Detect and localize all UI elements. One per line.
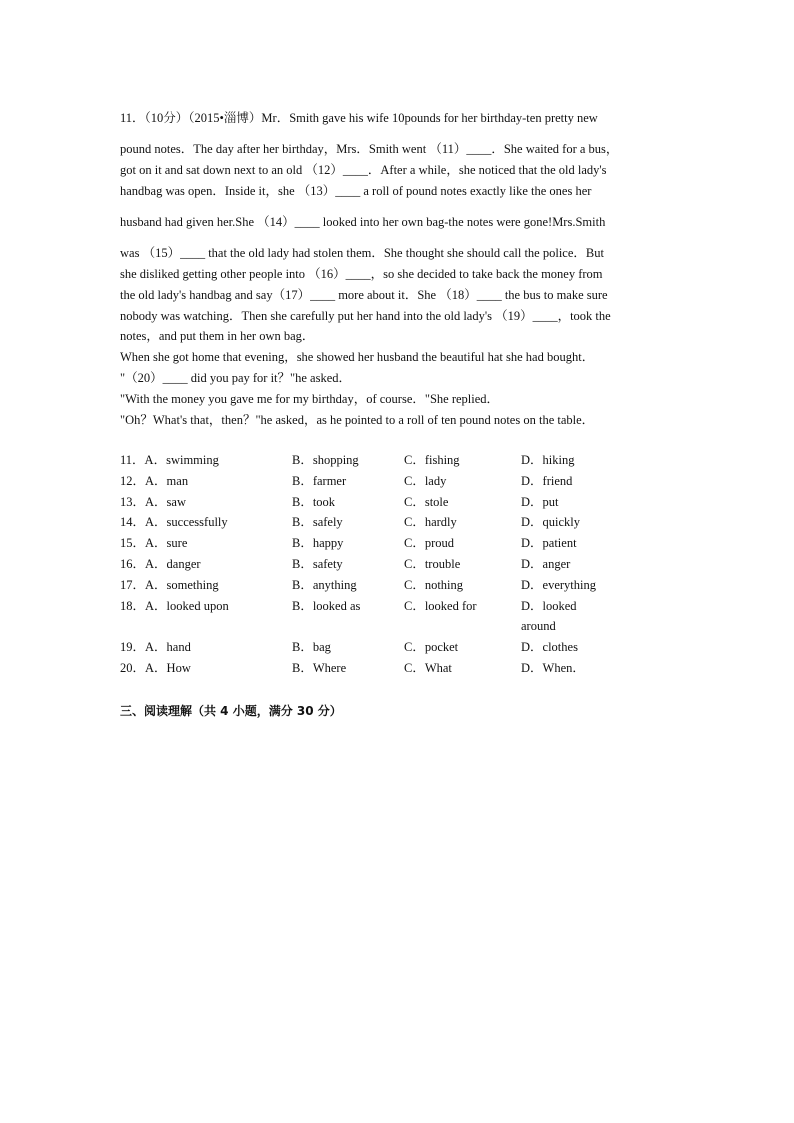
question-number: 13． [120, 494, 146, 509]
option-b: B．Where [292, 660, 347, 675]
passage-line: was （15）____ that the old lady had stolen them．She thought she should call the police．But [120, 246, 604, 260]
question-row [120, 598, 680, 640]
option-c: C．fishing [404, 453, 460, 467]
passage-line: the old lady's handbag and say（17）____ more about it．She （18）____ the bus to make sure [120, 288, 608, 302]
passage-line: "（20）____ did you pay for it？"he asked． [120, 371, 352, 385]
passage-line: "With the money you gave me for my birthday，of course．"She replied． [120, 392, 500, 406]
section-heading: 三、阅读理解（共 4 小题，满分 30 分） [120, 704, 342, 718]
option-d: D．clothes [521, 640, 578, 655]
option-b: B．took [292, 494, 336, 509]
option-c: C．nothing [404, 577, 464, 592]
option-b: B．anything [292, 577, 357, 592]
option-a: 11．A．swimming [120, 453, 219, 467]
option-c: C．pocket [404, 640, 459, 655]
option-d: D．patient [521, 536, 577, 551]
option-d: D．hiking [521, 453, 575, 467]
option-d: D．friend [521, 473, 573, 488]
option-d: D．quickly [521, 515, 581, 530]
option-b: B．looked as [292, 598, 361, 613]
question-number: 15． [120, 536, 146, 551]
question-row [120, 514, 680, 535]
passage-line: "Oh？What's that，then？"he asked，as he pointed to a roll of ten pound notes on the table． [120, 413, 595, 427]
option-b: B．farmer [292, 473, 347, 488]
passage-line: handbag was open．Inside it，she （13）____ a roll of pound notes exactly like the ones her [120, 184, 592, 198]
question-row [120, 577, 680, 598]
option-b: B．safely [292, 515, 343, 530]
question-number: 19． [120, 640, 146, 655]
passage-line: nobody was watching．Then she carefully put her hand into the old lady's （19）____，took the [120, 309, 611, 323]
option-b: B．shopping [292, 453, 359, 467]
option-d: D．everything [521, 577, 596, 592]
option-a: 13．A．saw [120, 494, 186, 509]
question-number: 14． [120, 515, 146, 530]
option-c: C．hardly [404, 515, 457, 530]
option-a: 15．A．sure [120, 536, 188, 551]
question-row [120, 452, 680, 473]
answer-options-table [120, 452, 680, 681]
question-row [120, 660, 680, 681]
option-c: C．proud [404, 536, 455, 551]
passage-line: notes，and put them in her own bag． [120, 329, 315, 343]
option-d: D．put [521, 494, 559, 509]
passage-line: 11．（10分）（2015•淄博）Mr．Smith gave his wife 10pounds for her birthday-ten pretty new [120, 111, 598, 125]
option-d: D．When． [521, 660, 585, 675]
passage-line: When she got home that evening，she showed her husband the beautiful hat she had bought． [120, 350, 595, 364]
option-c: C．trouble [404, 556, 461, 571]
passage-line: husband had given her.She （14）____ looked into her own bag-the notes were gone!Mrs.Smith [120, 215, 606, 229]
option-d: D．anger [521, 556, 571, 571]
question-row [120, 473, 680, 494]
option-c: C．What [404, 660, 452, 675]
option-a: 19．A．hand [120, 640, 191, 655]
option-a: 12．A．man [120, 473, 189, 488]
question-number: 20． [120, 660, 146, 675]
option-b: B．safety [292, 556, 343, 571]
option-a: 16．A．danger [120, 556, 201, 571]
passage-line: pound notes．The day after her birthday，Mrs．Smith went （11）____．She waited for a bus， [120, 142, 619, 156]
option-a: 14．A．successfully [120, 515, 228, 530]
question-row [120, 639, 680, 660]
passage-line: she disliked getting other people into （16）____，so she decided to take back the money from [120, 267, 603, 281]
option-d: D．looked around [521, 598, 577, 633]
question-row [120, 556, 680, 577]
option-c: C．stole [404, 494, 449, 509]
option-b: B．happy [292, 536, 344, 551]
option-c: C．looked for [404, 598, 477, 613]
question-row [120, 535, 680, 556]
passage-line: got on it and sat down next to an old （12）____．After a while，she noticed that the old lady's [120, 163, 607, 177]
question-number: 18． [120, 598, 146, 613]
question-number: 12． [120, 473, 146, 488]
question-number: 11． [120, 453, 145, 467]
option-a: 17．A．something [120, 577, 219, 592]
option-b: B．bag [292, 640, 331, 655]
question-number: 17． [120, 577, 146, 592]
question-number: 16． [120, 556, 146, 571]
option-a: 18．A．looked upon [120, 598, 229, 613]
question-row [120, 494, 680, 515]
option-c: C．lady [404, 473, 447, 488]
option-a: 20．A．How [120, 660, 191, 675]
